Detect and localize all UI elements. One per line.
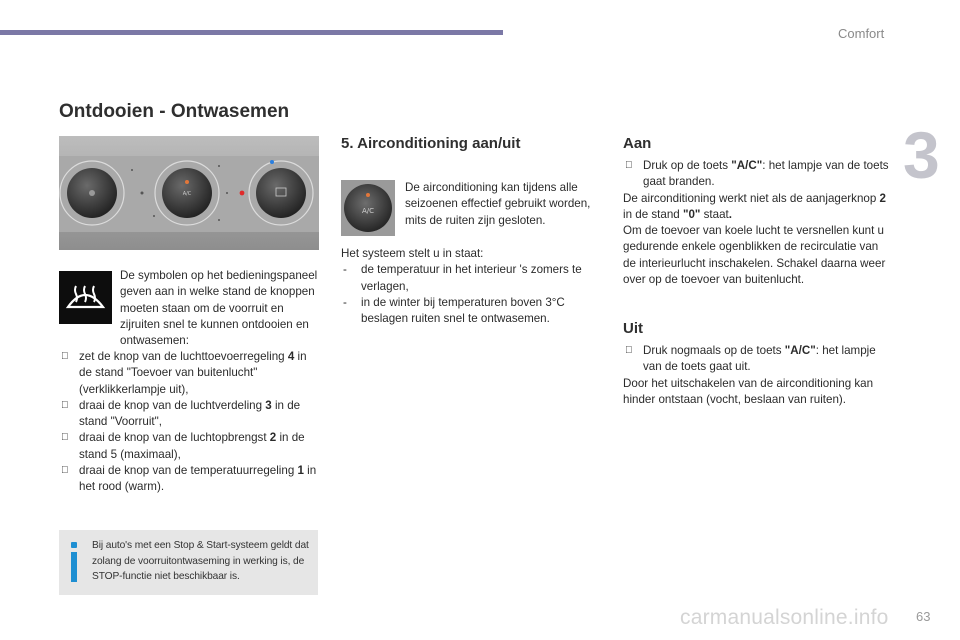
watermark: carmanualsonline.info xyxy=(680,606,889,629)
info-note xyxy=(59,530,318,595)
aan-para-1: De airconditioning werkt niet als de aanjagerknop 2 in de stand "0" staat. xyxy=(623,191,886,221)
list-item: Druk op de toets "A/C": het lampje van de toets gaat branden. xyxy=(623,158,891,191)
section-heading-uit: Uit xyxy=(623,320,643,337)
page-title: Ontdooien - Ontwasemen xyxy=(59,101,290,122)
svg-text:A/C: A/C xyxy=(182,191,192,197)
intro-text: De symbolen op het bedieningspaneel geven aan in welke stand de knoppen moeten staan om de voorruit en zijruiten snel te kunnen ontdooien en ontwasemen: xyxy=(120,269,318,348)
list-item: draai de knop van de temperatuurregeling 1 in het rood (warm). xyxy=(59,463,321,496)
airco-body xyxy=(341,246,603,327)
defrost-steps xyxy=(59,349,321,496)
page-number: 63 xyxy=(916,609,931,624)
section-label: Comfort xyxy=(838,26,885,41)
section-heading-airco: 5. Airconditioning aan/uit xyxy=(341,135,521,152)
bullet-marker xyxy=(625,343,633,359)
section-heading-aan: Aan xyxy=(623,135,652,152)
ac-button-image xyxy=(341,180,395,236)
defrost-icon xyxy=(59,271,112,324)
aan-para-2: Om de toevoer van koele lucht te versnellen kunt u gedurende enkele ogenblikken de recirculatie van de interieurlucht inschakelen. Schakel daarna weer over op de toevoer van buitenlucht. xyxy=(623,224,886,287)
list-item: draai de knop van de luchtverdeling 3 in de stand "Voorruit", xyxy=(59,398,321,431)
list-item: - in de winter bij temperaturen boven 3°C beslagen ruiten snel te ontwasemen. xyxy=(343,295,565,326)
aan-body xyxy=(623,158,891,288)
uit-para: Door het uitschakelen van de airconditioning kan hinder ontstaan (vocht, beslaan van ruiten). xyxy=(623,376,874,406)
bullet-marker xyxy=(625,158,633,174)
climate-control-panel-image xyxy=(59,136,319,250)
airco-para: Het systeem stelt u in staat: xyxy=(341,247,484,260)
bullet-marker xyxy=(61,430,69,446)
info-note-text: Bij auto's met een Stop & Start-systeem geldt dat zolang de voorruitontwaseming in werking is, de STOP-functie niet beschikbaar is. xyxy=(92,540,309,582)
list-item: zet de knop van de luchttoevoerregeling 4 in de stand "Toevoer van buitenlucht" (verklikkerlampje uit), xyxy=(59,349,321,398)
bullet-marker xyxy=(61,398,69,414)
uit-body xyxy=(623,343,891,408)
bullet-marker xyxy=(61,463,69,479)
header-accent-bar xyxy=(0,30,503,35)
airco-intro: De airconditioning kan tijdens alle seizoenen effectief gebruikt worden, mits de ruiten zijn gesloten. xyxy=(405,181,591,227)
info-icon xyxy=(70,542,78,582)
chapter-number: 3 xyxy=(903,118,940,192)
ac-button-label: A/C xyxy=(361,207,375,215)
list-item: - de temperatuur in het interieur 's zomers te verlagen, xyxy=(343,263,582,293)
bullet-marker xyxy=(61,349,69,365)
list-item: draai de knop van de luchtopbrengst 2 in de stand 5 (maximaal), xyxy=(59,430,321,463)
list-item: Druk nogmaals op de toets "A/C": het lampje van de toets gaat uit. xyxy=(623,343,891,376)
